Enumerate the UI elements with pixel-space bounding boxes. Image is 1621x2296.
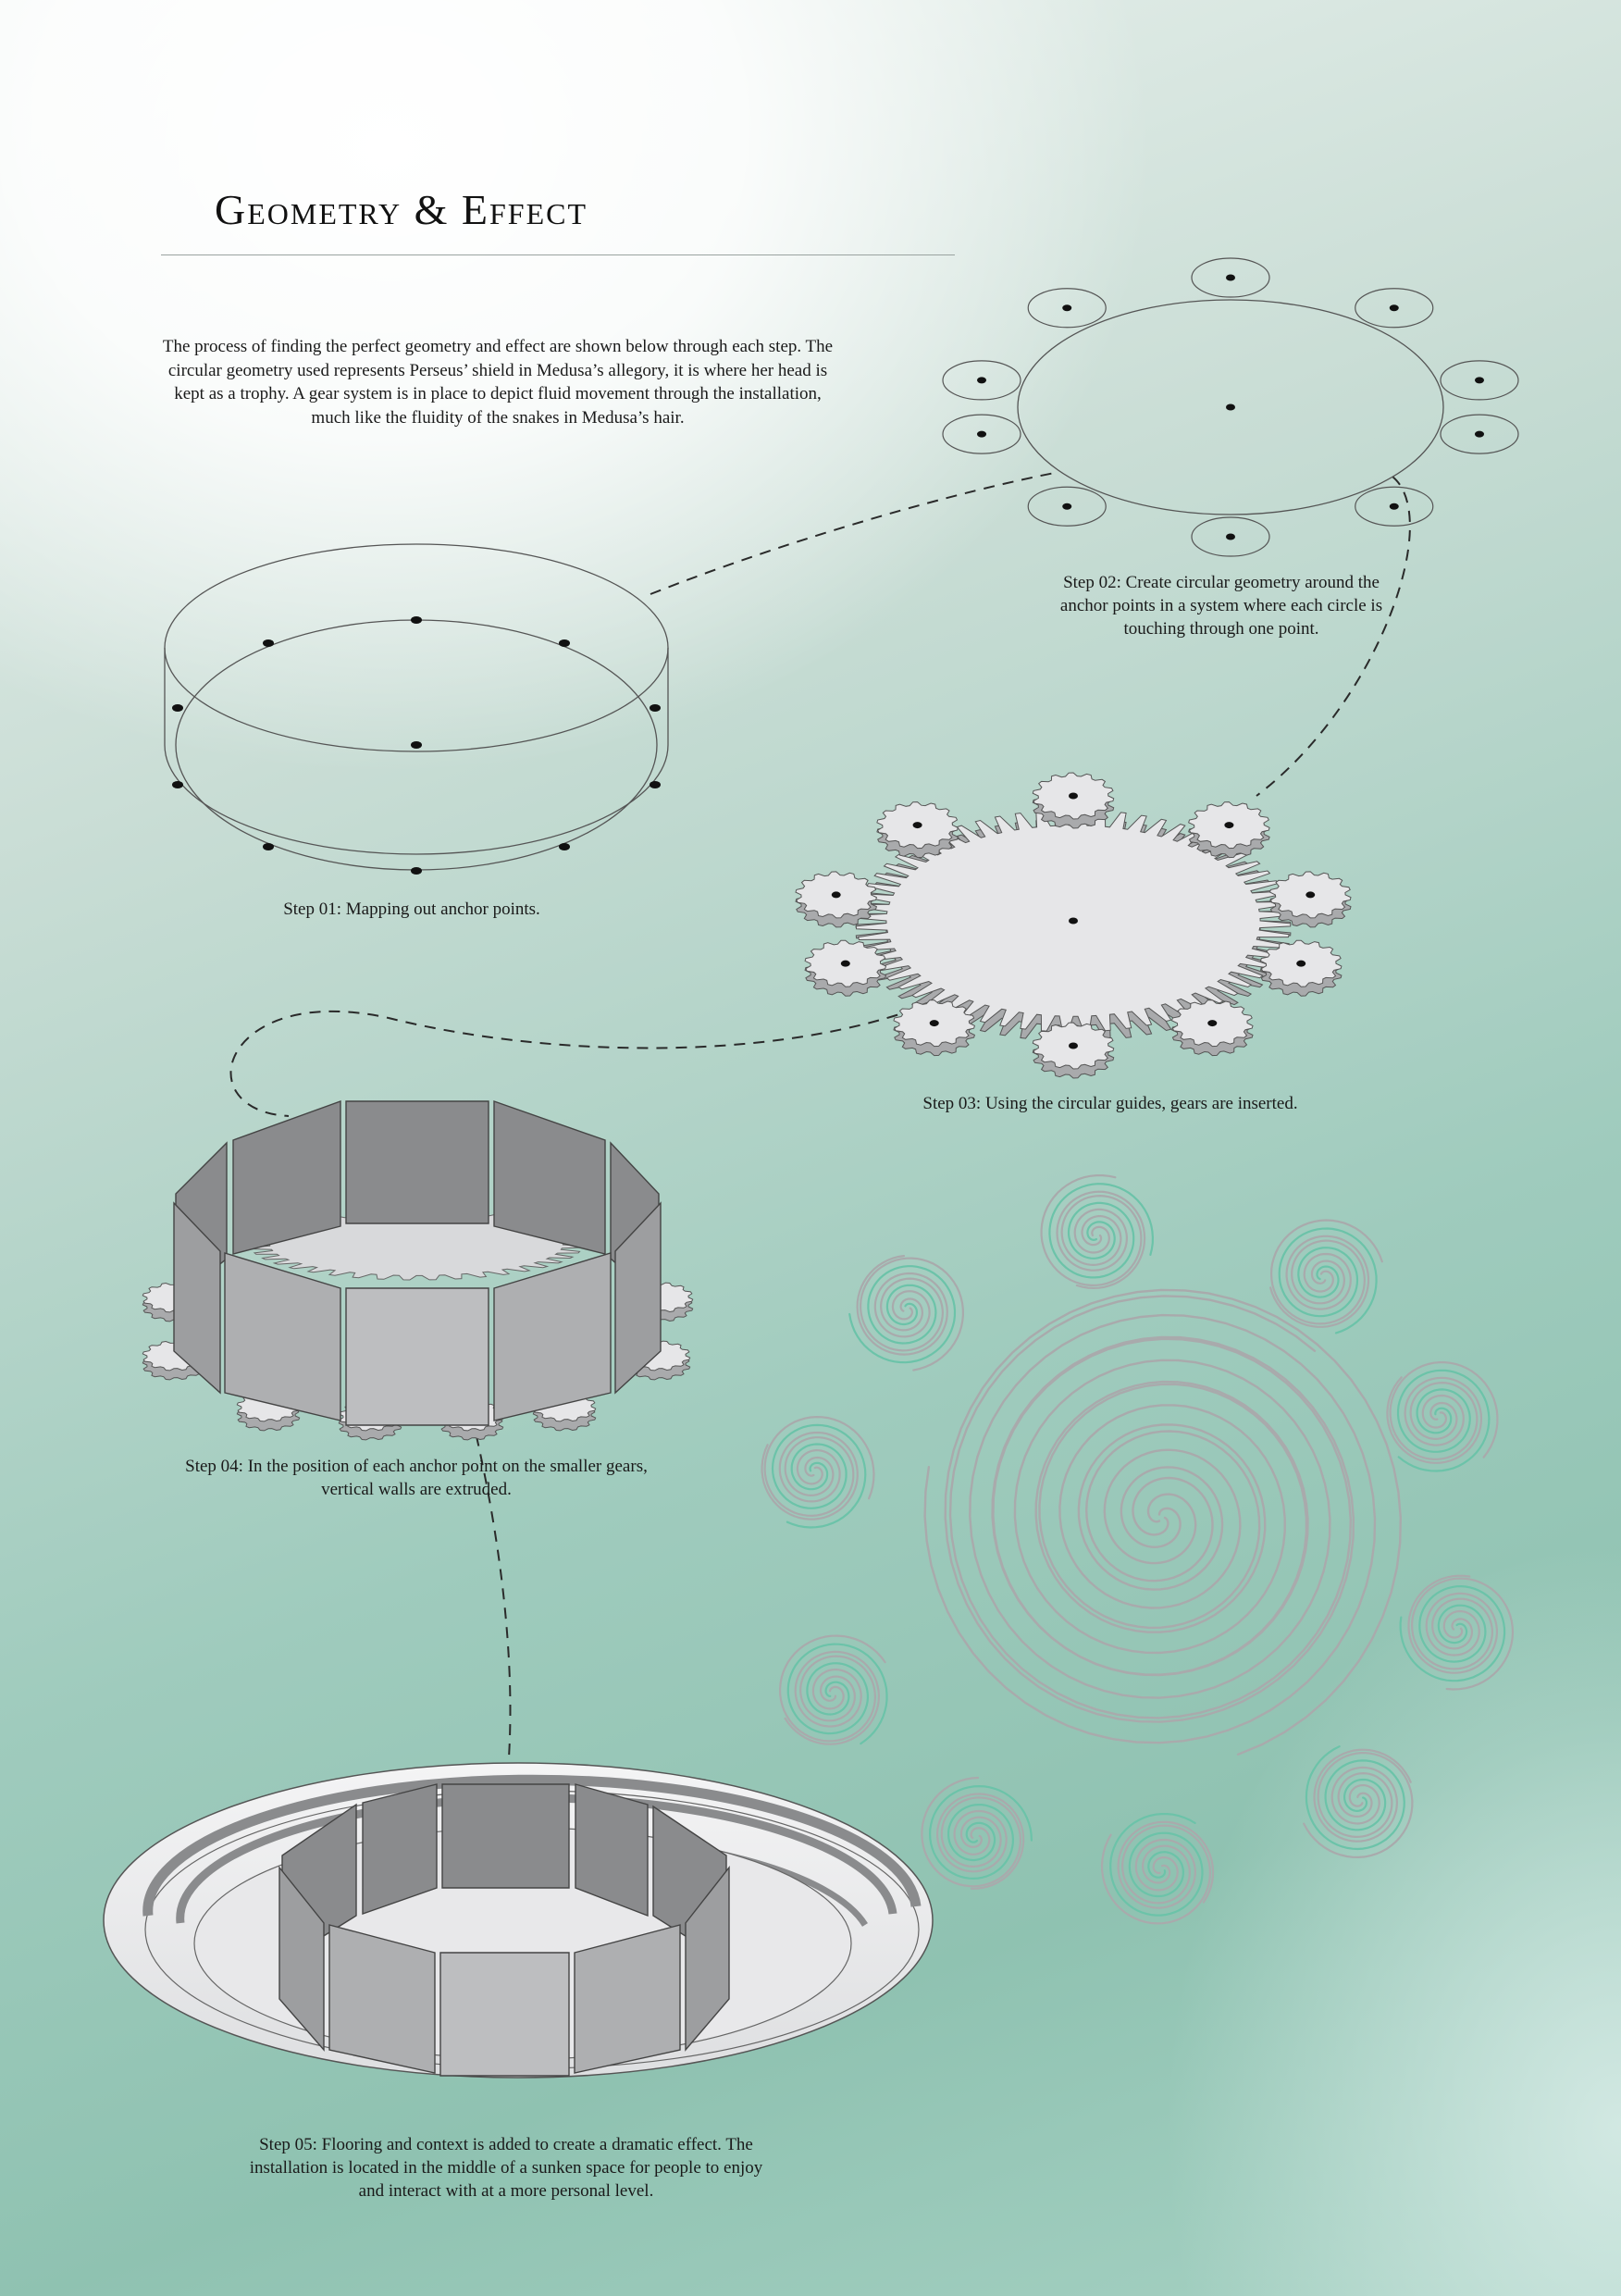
outer-circle <box>1355 289 1433 328</box>
anchor-point <box>263 843 274 850</box>
step-02-outer-circles <box>943 258 1518 556</box>
small-spiral <box>849 1256 963 1371</box>
wall-panel <box>494 1253 611 1421</box>
outer-circle <box>1355 487 1433 526</box>
step-01-anchor-points <box>172 616 661 875</box>
small-spiral <box>1042 1175 1153 1288</box>
outer-circle <box>1028 289 1106 328</box>
step-04-wall-assembly <box>142 1101 692 1440</box>
step-05-caption: Step 05: Flooring and context is added to create a dramatic effect. The installation is located in the middle of a sunken space for people to enjoy and interact with at a more personal level. <box>249 2135 763 2201</box>
intro-paragraph: The process of finding the perfect geometry and effect are shown below through each step. The circular geometry used represents Perseus’ shield in Medusa’s allegory, it is where her head is kept as a trophy. A gear system is in place to depict fluid movement through the installation, much like the fluidity of the snakes in Medusa’s hair. <box>162 337 834 428</box>
wall-panel <box>442 1784 569 1888</box>
wall-panel <box>346 1288 489 1425</box>
small-gear <box>1261 940 1342 996</box>
small-spiral <box>1270 1221 1382 1334</box>
connector-1-2 <box>650 472 1059 594</box>
small-spiral <box>922 1778 1032 1889</box>
step-04-caption: Step 04: In the position of each anchor point on the smaller gears, vertical walls are extruded. <box>185 1457 648 1499</box>
wall-panel <box>225 1253 340 1421</box>
step-03-caption: Step 03: Using the circular guides, gears are inserted. <box>922 1094 1298 1113</box>
small-gear <box>894 1000 974 1056</box>
wall-panel <box>346 1101 489 1223</box>
small-gear <box>1270 872 1351 927</box>
step-05-sunken-floor <box>104 1763 933 2078</box>
anchor-point <box>263 639 274 647</box>
anchor-point <box>650 781 661 788</box>
step-01-cylinder <box>165 544 668 870</box>
center-point <box>1226 404 1235 411</box>
small-spiral <box>1387 1362 1497 1471</box>
outer-circle <box>1192 258 1269 297</box>
wall-panel <box>440 1953 569 2076</box>
anchor-point <box>172 781 183 788</box>
small-spiral <box>1304 1746 1412 1857</box>
outer-circle <box>943 361 1021 400</box>
anchor-point <box>411 616 422 624</box>
anchor-point <box>650 704 661 712</box>
outer-circle <box>943 415 1021 453</box>
anchor-point <box>559 639 570 647</box>
small-spiral <box>762 1417 874 1527</box>
page-title: Geometry & Effect <box>215 186 588 233</box>
step-02-caption: Step 02: Create circular geometry around the anchor points in a system where each circle is touching through one point. <box>1059 573 1383 639</box>
anchor-point <box>172 704 183 712</box>
anchor-point <box>411 741 422 749</box>
outer-circle <box>1192 517 1269 556</box>
connector-3-4 <box>230 1009 916 1116</box>
step-01-caption: Step 01: Mapping out anchor points. <box>283 900 540 919</box>
outer-circle <box>1441 415 1518 453</box>
small-gear <box>805 940 885 996</box>
outer-circle <box>1028 487 1106 526</box>
small-spiral <box>1401 1576 1513 1690</box>
small-spiral <box>780 1636 886 1744</box>
small-gear <box>1189 802 1269 858</box>
small-spiral <box>1102 1814 1213 1923</box>
central-spiral <box>950 1296 1351 1718</box>
step-03-gear-system <box>796 773 1351 1078</box>
anchor-point <box>411 867 422 875</box>
anchor-point <box>559 843 570 850</box>
outer-circle <box>1441 361 1518 400</box>
spiral-effect-illustration <box>762 1175 1513 1923</box>
